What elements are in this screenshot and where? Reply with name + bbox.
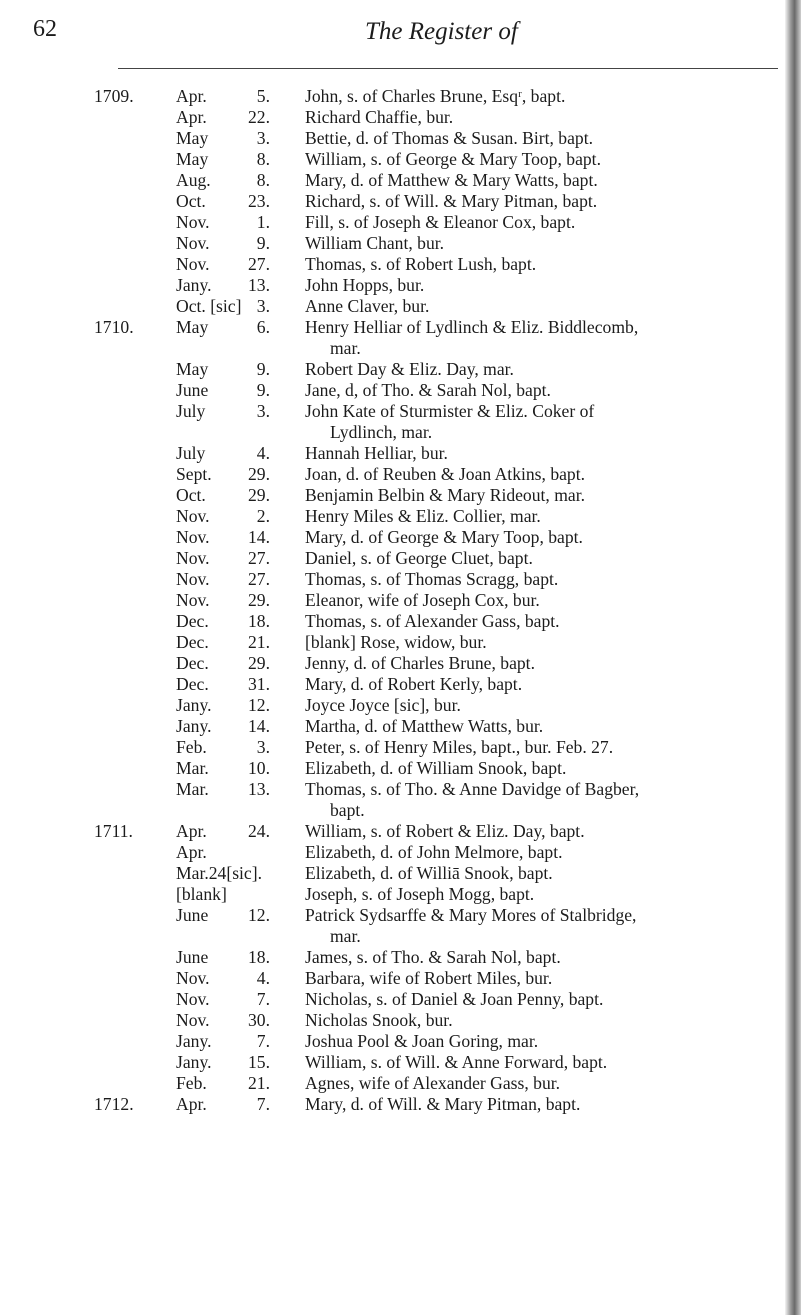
- register-entry: [0, 317, 801, 359]
- entry-day: 12.: [248, 905, 270, 925]
- entry-text: Richard, s. of Will. & Mary Pitman, bapt.: [305, 191, 598, 211]
- entry-month: Mar.: [176, 758, 209, 778]
- entry-month: Nov.: [176, 569, 210, 589]
- entry-day: 4.: [256, 443, 270, 463]
- entry-day: 8.: [256, 149, 270, 169]
- entry-day: 29.: [248, 653, 270, 673]
- entry-day: 18.: [248, 947, 270, 967]
- entry-day: 29.: [248, 485, 270, 505]
- entry-day: 14.: [248, 527, 270, 547]
- entry-day: 2.: [256, 506, 270, 526]
- register-entry: [0, 989, 801, 1010]
- entry-day: 27.: [248, 254, 270, 274]
- entry-month: Dec.: [176, 674, 209, 694]
- register-entry: [0, 254, 801, 275]
- entry-text: Robert Day & Eliz. Day, mar.: [305, 359, 514, 379]
- entry-text: Elizabeth, d. of John Melmore, bapt.: [305, 842, 563, 862]
- register-entry: [0, 212, 801, 233]
- entry-text: Richard Chaffie, bur.: [305, 107, 454, 127]
- entry-text: Nicholas Snook, bur.: [305, 1010, 453, 1030]
- entry-month: Oct.: [176, 485, 206, 505]
- entry-text: John, s. of Charles Brune, Esqʳ, bapt.: [305, 86, 566, 106]
- entry-text: Peter, s. of Henry Miles, bapt., bur. Feb. 27.: [305, 737, 614, 757]
- register-entry: [0, 863, 801, 884]
- register-entry: [0, 107, 801, 128]
- entry-month: Nov.: [176, 506, 210, 526]
- entry-day: 14.: [248, 716, 270, 736]
- register-entry: [0, 296, 801, 317]
- register-entry: [0, 485, 801, 506]
- entry-text: Patrick Sydsarffe & Mary Mores of Stalbridge,: [305, 905, 637, 925]
- register-entry: [0, 170, 801, 191]
- entry-month: May: [176, 128, 209, 148]
- register-entry: [0, 716, 801, 737]
- entry-text: Agnes, wife of Alexander Gass, bur.: [305, 1073, 561, 1093]
- entry-month: Nov.: [176, 548, 210, 568]
- entry-month: Aug.: [176, 170, 211, 190]
- entry-text: Henry Miles & Eliz. Collier, mar.: [305, 506, 541, 526]
- register-entry: [0, 905, 801, 947]
- entry-month: [blank]: [176, 884, 227, 904]
- entry-text: Joshua Pool & Joan Goring, mar.: [305, 1031, 539, 1051]
- entry-day: 31.: [248, 674, 270, 694]
- page-number: 62: [33, 16, 57, 42]
- entry-day: 3.: [256, 401, 270, 421]
- entry-month: Dec.: [176, 653, 209, 673]
- entry-month: Nov.: [176, 989, 210, 1009]
- register-entry: [0, 653, 801, 674]
- register-entry: [0, 674, 801, 695]
- register-entry: [0, 632, 801, 653]
- register-entry: [0, 149, 801, 170]
- entry-text: John Kate of Sturmister & Eliz. Coker of: [305, 401, 595, 421]
- entry-month: Dec.: [176, 632, 209, 652]
- entry-month: Nov.: [176, 254, 210, 274]
- register-entry: [0, 611, 801, 632]
- register-entry: [0, 590, 801, 611]
- entry-text-continuation: bapt.: [330, 800, 365, 820]
- entry-day: 10.: [248, 758, 270, 778]
- entry-day: 27.: [248, 548, 270, 568]
- register-entry: [0, 1010, 801, 1031]
- entry-text-continuation: mar.: [330, 926, 361, 946]
- entry-year: 1712.: [94, 1094, 134, 1114]
- register-entry: [0, 1031, 801, 1052]
- register-entry: [0, 821, 801, 842]
- entry-day: 3.: [256, 296, 270, 316]
- entry-month: Mar.24[sic].: [176, 863, 262, 883]
- register-entry: [0, 506, 801, 527]
- running-title: The Register of: [365, 18, 518, 45]
- entry-text: Bettie, d. of Thomas & Susan. Birt, bapt.: [305, 128, 593, 148]
- register-entry: [0, 443, 801, 464]
- entry-day: 30.: [248, 1010, 270, 1030]
- entry-month: Apr.: [176, 107, 207, 127]
- entry-year: 1711.: [94, 821, 133, 841]
- register-entry: [0, 947, 801, 968]
- register-entry: [0, 1094, 801, 1115]
- entry-month: Apr.: [176, 86, 207, 106]
- entry-text: Mary, d. of Robert Kerly, bapt.: [305, 674, 523, 694]
- entry-month: Jany.: [176, 1052, 212, 1072]
- entry-month: Nov.: [176, 212, 210, 232]
- entry-month: June: [176, 947, 209, 967]
- entry-text: Benjamin Belbin & Mary Rideout, mar.: [305, 485, 585, 505]
- entry-text: Nicholas, s. of Daniel & Joan Penny, bapt.: [305, 989, 604, 1009]
- register-entry: [0, 191, 801, 212]
- entry-month: Jany.: [176, 1031, 212, 1051]
- register-entry: [0, 86, 801, 107]
- entry-month: Feb.: [176, 737, 207, 757]
- entry-month: July: [176, 443, 206, 463]
- entry-month: Apr.: [176, 842, 207, 862]
- entry-month: Nov.: [176, 968, 210, 988]
- register-entry: [0, 464, 801, 485]
- entry-day: 18.: [248, 611, 270, 631]
- entry-text-continuation: mar.: [330, 338, 361, 358]
- entry-month: Dec.: [176, 611, 209, 631]
- entry-day: 3.: [256, 737, 270, 757]
- register-entry: [0, 128, 801, 149]
- entry-text: Mary, d. of George & Mary Toop, bapt.: [305, 527, 583, 547]
- entry-month: Jany.: [176, 695, 212, 715]
- entry-day: 9.: [256, 380, 270, 400]
- entry-month: Nov.: [176, 233, 210, 253]
- entry-month: Nov.: [176, 590, 210, 610]
- entry-day: 13.: [248, 275, 270, 295]
- entry-text: William, s. of Robert & Eliz. Day, bapt.: [305, 821, 585, 841]
- register-entry: [0, 275, 801, 296]
- entry-month: June: [176, 380, 209, 400]
- entry-text: Anne Claver, bur.: [305, 296, 430, 316]
- entry-text: Joseph, s. of Joseph Mogg, bapt.: [305, 884, 535, 904]
- entry-day: 13.: [248, 779, 270, 799]
- register-entry: [0, 548, 801, 569]
- entry-text: Jane, d, of Tho. & Sarah Nol, bapt.: [305, 380, 551, 400]
- header-rule: [118, 68, 778, 69]
- entry-month: May: [176, 359, 209, 379]
- entry-month: Apr.: [176, 1094, 207, 1114]
- entry-day: 7.: [256, 989, 270, 1009]
- entry-day: 5.: [256, 86, 270, 106]
- entry-month: Nov.: [176, 527, 210, 547]
- entry-day: 3.: [256, 128, 270, 148]
- entry-day: 9.: [256, 359, 270, 379]
- entry-day: 15.: [248, 1052, 270, 1072]
- entry-month: June: [176, 905, 209, 925]
- entry-year: 1710.: [94, 317, 134, 337]
- register-entry: [0, 1073, 801, 1094]
- entry-text: [blank] Rose, widow, bur.: [305, 632, 487, 652]
- entry-text: Mary, d. of Matthew & Mary Watts, bapt.: [305, 170, 598, 190]
- entry-month: Sept.: [176, 464, 212, 484]
- register-entry: [0, 233, 801, 254]
- register-entry: [0, 737, 801, 758]
- register-entry: [0, 884, 801, 905]
- register-entries: [0, 86, 801, 1115]
- entry-text: William Chant, bur.: [305, 233, 445, 253]
- entry-day: 6.: [256, 317, 270, 337]
- entry-month: Mar.: [176, 779, 209, 799]
- register-entry: [0, 968, 801, 989]
- entry-month: Oct.: [176, 191, 206, 211]
- entry-day: 12.: [248, 695, 270, 715]
- entry-month: Oct. [sic]: [176, 296, 242, 316]
- entry-text: Thomas, s. of Alexander Gass, bapt.: [305, 611, 560, 631]
- entry-text: Daniel, s. of George Cluet, bapt.: [305, 548, 533, 568]
- entry-day: 21.: [248, 632, 270, 652]
- entry-text: Fill, s. of Joseph & Eleanor Cox, bapt.: [305, 212, 576, 232]
- entry-text: John Hopps, bur.: [305, 275, 425, 295]
- entry-day: 9.: [256, 233, 270, 253]
- entry-day: 29.: [248, 590, 270, 610]
- entry-day: 29.: [248, 464, 270, 484]
- entry-text: William, s. of George & Mary Toop, bapt.: [305, 149, 601, 169]
- entry-text: Elizabeth, d. of William Snook, bapt.: [305, 758, 567, 778]
- register-entry: [0, 359, 801, 380]
- register-entry: [0, 401, 801, 443]
- entry-text: Thomas, s. of Thomas Scragg, bapt.: [305, 569, 559, 589]
- entry-text: Elizabeth, d. of Williā Snook, bapt.: [305, 863, 553, 883]
- entry-month: Jany.: [176, 716, 212, 736]
- entry-text: Mary, d. of Will. & Mary Pitman, bapt.: [305, 1094, 581, 1114]
- entry-day: 22.: [248, 107, 270, 127]
- entry-text: Eleanor, wife of Joseph Cox, bur.: [305, 590, 540, 610]
- entry-day: 7.: [256, 1031, 270, 1051]
- register-entry: [0, 1052, 801, 1073]
- register-entry: [0, 758, 801, 779]
- entry-day: 21.: [248, 1073, 270, 1093]
- entry-day: 7.: [256, 1094, 270, 1114]
- entry-day: 24.: [248, 821, 270, 841]
- register-entry: [0, 779, 801, 821]
- entry-text-continuation: Lydlinch, mar.: [330, 422, 433, 442]
- entry-text: James, s. of Tho. & Sarah Nol, bapt.: [305, 947, 561, 967]
- entry-text: William, s. of Will. & Anne Forward, bapt.: [305, 1052, 608, 1072]
- entry-month: May: [176, 317, 209, 337]
- entry-month: Feb.: [176, 1073, 207, 1093]
- entry-day: 4.: [256, 968, 270, 988]
- entry-text: Barbara, wife of Robert Miles, bur.: [305, 968, 553, 988]
- entry-day: 8.: [256, 170, 270, 190]
- entry-month: July: [176, 401, 206, 421]
- entry-text: Hannah Helliar, bur.: [305, 443, 448, 463]
- register-entry: [0, 842, 801, 863]
- register-entry: [0, 695, 801, 716]
- register-entry: [0, 569, 801, 590]
- entry-day: 1.: [256, 212, 270, 232]
- register-entry: [0, 380, 801, 401]
- entry-text: Martha, d. of Matthew Watts, bur.: [305, 716, 544, 736]
- entry-month: Apr.: [176, 821, 207, 841]
- entry-year: 1709.: [94, 86, 134, 106]
- entry-text: Henry Helliar of Lydlinch & Eliz. Biddlecomb,: [305, 317, 639, 337]
- entry-text: Jenny, d. of Charles Brune, bapt.: [305, 653, 535, 673]
- entry-day: 23.: [248, 191, 270, 211]
- entry-text: Joyce Joyce [sic], bur.: [305, 695, 461, 715]
- entry-month: Nov.: [176, 1010, 210, 1030]
- entry-month: May: [176, 149, 209, 169]
- register-entry: [0, 527, 801, 548]
- entry-text: Thomas, s. of Tho. & Anne Davidge of Bagber,: [305, 779, 640, 799]
- entry-day: 27.: [248, 569, 270, 589]
- entry-month: Jany.: [176, 275, 212, 295]
- entry-text: Joan, d. of Reuben & Joan Atkins, bapt.: [305, 464, 586, 484]
- entry-text: Thomas, s. of Robert Lush, bapt.: [305, 254, 537, 274]
